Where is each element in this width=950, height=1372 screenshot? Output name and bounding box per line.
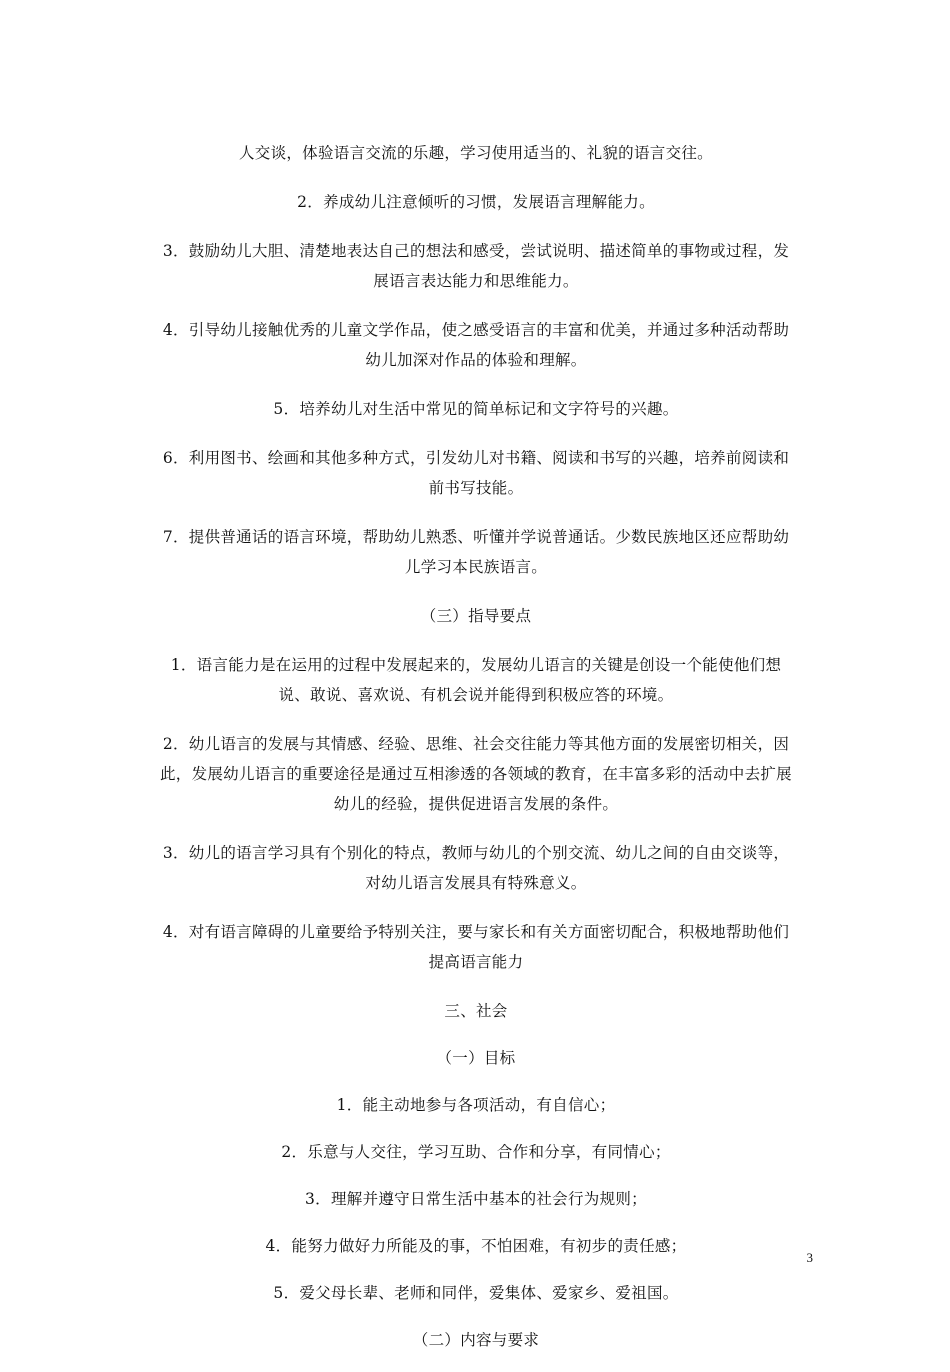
body-text <box>155 138 797 1372</box>
paragraph: 人交谈，体验语言交流的乐趣，学习使用适当的、礼貌的语言交往。 <box>238 144 713 162</box>
paragraph: 3．鼓励幼儿大胆、清楚地表达自己的想法和感受，尝试说明、描述简单的事物或过程，发展语言表达能力和思维能力。 <box>162 242 790 290</box>
section-heading: （三）指导要点 <box>420 607 532 625</box>
paragraph: 6．利用图书、绘画和其他多种方式，引发幼儿对书籍、阅读和书写的兴趣，培养前阅读和前书写技能。 <box>162 449 790 497</box>
list-item: 1．能主动地参与各项活动，有自信心； <box>336 1096 616 1114</box>
list-item: 3．理解并遵守日常生活中基本的社会行为规则； <box>305 1190 647 1208</box>
section-heading: （一）目标 <box>436 1049 516 1067</box>
paragraph: 3．幼儿的语言学习具有个别化的特点，教师与幼儿的个别交流、幼儿之间的自由交谈等，对幼儿语言发展具有特殊意义。 <box>162 844 790 892</box>
section-heading: 三、社会 <box>444 1002 508 1020</box>
paragraph: 4．对有语言障碍的儿童要给予特别关注，要与家长和有关方面密切配合，积极地帮助他们提高语言能力 <box>162 923 790 971</box>
list-item: 5．爱父母长辈、老师和同伴，爱集体、爱家乡、爱祖国。 <box>273 1284 679 1302</box>
list-item: 4．能努力做好力所能及的事，不怕困难，有初步的责任感； <box>265 1237 687 1255</box>
page-number: 3 <box>806 1250 813 1265</box>
paragraph: 1．语言能力是在运用的过程中发展起来的，发展幼儿语言的关键是创设一个能使他们想说、敢说、喜欢说、有机会说并能得到积极应答的环境。 <box>170 656 782 704</box>
paragraph: 5．培养幼儿对生活中常见的简单标记和文字符号的兴趣。 <box>273 400 679 418</box>
paragraph: 2．幼儿语言的发展与其情感、经验、思维、社会交往能力等其他方面的发展密切相关，因此，发展幼儿语言的重要途径是通过互相渗透的各领域的教育，在丰富多彩的活动中去扩展幼儿的经验，提供促进语言发展的条件。 <box>159 735 792 813</box>
paragraph: 4．引导幼儿接触优秀的儿童文学作品，使之感受语言的丰富和优美，并通过多种活动帮助幼儿加深对作品的体验和理解。 <box>162 321 790 369</box>
paragraph: 7．提供普通话的语言环境，帮助幼儿熟悉、听懂并学说普通话。少数民族地区还应帮助幼儿学习本民族语言。 <box>162 528 790 576</box>
section-heading: （二）内容与要求 <box>412 1331 540 1349</box>
paragraph: 2．养成幼儿注意倾听的习惯，发展语言理解能力。 <box>297 193 655 211</box>
list-item: 2．乐意与人交往，学习互助、合作和分享，有同情心； <box>281 1143 671 1161</box>
